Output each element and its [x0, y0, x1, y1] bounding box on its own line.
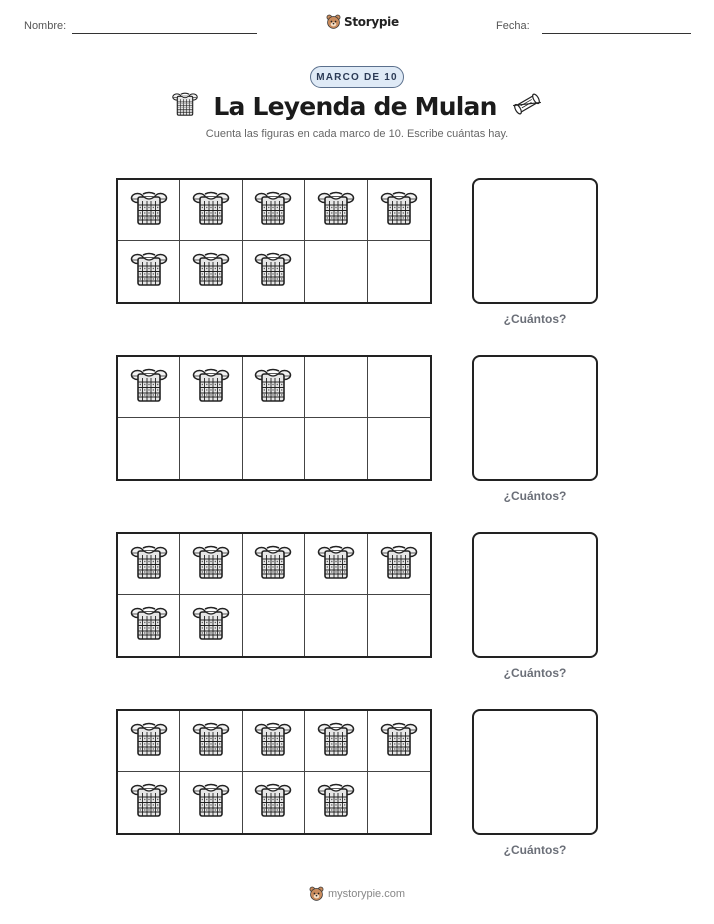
frame-cell: [180, 241, 242, 302]
frame-cell: [180, 180, 242, 241]
frame-cell: [305, 180, 367, 241]
name-field[interactable]: [72, 33, 257, 34]
armor-icon: [379, 719, 419, 764]
ten-frame: [116, 178, 432, 304]
frame-cell: [118, 772, 180, 833]
frame-cell: [118, 711, 180, 772]
date-label: Fecha:: [496, 20, 530, 32]
brand-logo: [326, 14, 399, 29]
armor-icon: [129, 249, 169, 294]
frame-cell: [180, 534, 242, 595]
armor-icon: [379, 542, 419, 587]
answer-box[interactable]: [472, 355, 598, 481]
bear-icon: [326, 14, 341, 29]
armor-icon: [191, 249, 231, 294]
frame-cell: [305, 418, 367, 479]
title-row: [0, 90, 714, 123]
frame-cell: [118, 534, 180, 595]
armor-icon: [191, 365, 231, 410]
worksheet-badge: MARCO DE 10: [310, 66, 404, 88]
answer-label: ¿Cuántos?: [503, 489, 567, 503]
footer: [0, 886, 714, 901]
ten-frame: [116, 532, 432, 658]
armor-icon: [191, 719, 231, 764]
armor-icon: [171, 90, 199, 123]
frame-cell: [118, 180, 180, 241]
armor-icon: [191, 780, 231, 825]
armor-icon: [191, 542, 231, 587]
armor-icon: [316, 188, 356, 233]
frame-cell: [305, 595, 367, 656]
answer-box[interactable]: [472, 532, 598, 658]
answer-label: ¿Cuántos?: [503, 312, 567, 326]
armor-icon: [129, 188, 169, 233]
frame-cell: [243, 357, 305, 418]
frame-cell: [243, 595, 305, 656]
frame-cell: [305, 241, 367, 302]
armor-icon: [316, 542, 356, 587]
answer-label: ¿Cuántos?: [503, 843, 567, 857]
frame-cell: [368, 418, 430, 479]
armor-icon: [191, 603, 231, 648]
footer-url: mystorypie.com: [327, 887, 406, 900]
armor-icon: [316, 719, 356, 764]
frame-cell: [243, 772, 305, 833]
frame-cell: [368, 180, 430, 241]
date-field[interactable]: [542, 33, 691, 34]
armor-icon: [129, 780, 169, 825]
frame-cell: [180, 357, 242, 418]
frame-cell: [118, 241, 180, 302]
frame-cell: [180, 772, 242, 833]
armor-icon: [129, 365, 169, 410]
frame-cell: [368, 241, 430, 302]
ten-frame: [116, 709, 432, 835]
frame-cell: [118, 418, 180, 479]
armor-icon: [129, 542, 169, 587]
frame-cell: [243, 180, 305, 241]
frame-cell: [368, 534, 430, 595]
frame-cell: [180, 418, 242, 479]
name-label: Nombre:: [24, 20, 67, 32]
armor-icon: [316, 780, 356, 825]
frame-cell: [243, 241, 305, 302]
frame-cell: [180, 711, 242, 772]
frame-cell: [118, 357, 180, 418]
frame-cell: [305, 711, 367, 772]
answer-box[interactable]: [472, 709, 598, 835]
frame-cell: [305, 534, 367, 595]
frame-cell: [305, 357, 367, 418]
frame-cell: [368, 772, 430, 833]
armor-icon: [379, 188, 419, 233]
instructions: Cuenta las figuras en cada marco de 10. Escribe cuántas hay.: [205, 128, 509, 140]
frame-cell: [368, 711, 430, 772]
armor-icon: [129, 603, 169, 648]
scroll-icon: [511, 90, 543, 123]
ten-frame: [116, 355, 432, 481]
armor-icon: [253, 188, 293, 233]
frame-cell: [243, 418, 305, 479]
armor-icon: [253, 249, 293, 294]
armor-icon: [253, 542, 293, 587]
armor-icon: [253, 365, 293, 410]
frame-cell: [243, 534, 305, 595]
armor-icon: [253, 719, 293, 764]
answer-label: ¿Cuántos?: [503, 666, 567, 680]
page-title: La Leyenda de Mulan: [213, 92, 497, 121]
frame-cell: [118, 595, 180, 656]
frame-cell: [243, 711, 305, 772]
frame-cell: [368, 595, 430, 656]
bear-icon: [309, 886, 324, 901]
frame-cell: [180, 595, 242, 656]
answer-box[interactable]: [472, 178, 598, 304]
frame-cell: [368, 357, 430, 418]
armor-icon: [129, 719, 169, 764]
frame-cell: [305, 772, 367, 833]
armor-icon: [191, 188, 231, 233]
brand-name: Storypie: [344, 14, 399, 29]
armor-icon: [253, 780, 293, 825]
